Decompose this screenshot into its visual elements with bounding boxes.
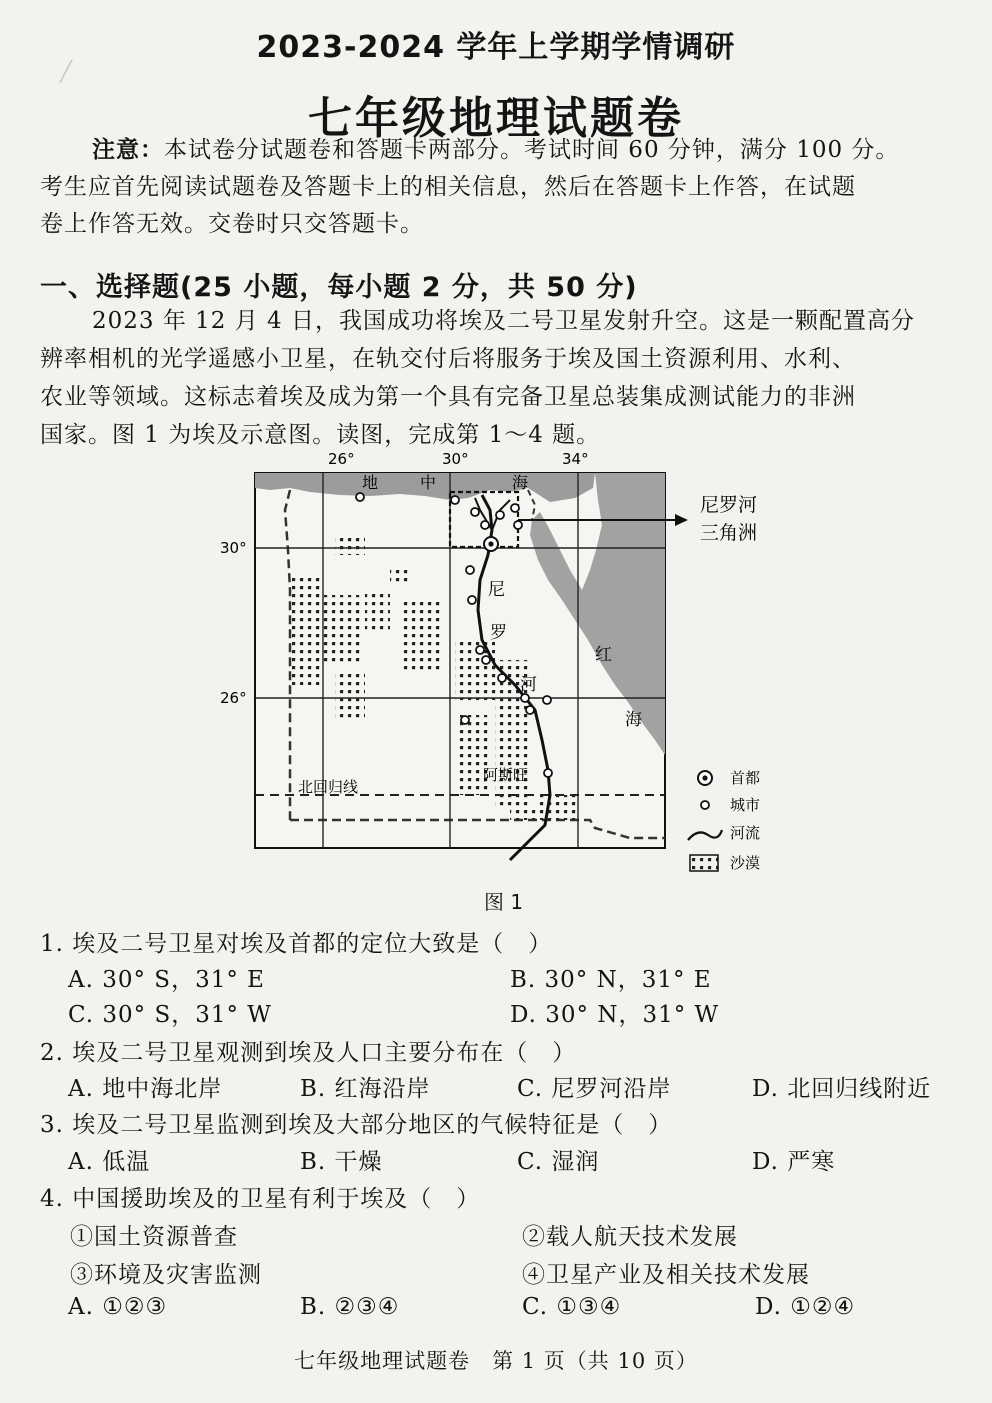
q3-option-a: A. 低温: [68, 1149, 151, 1175]
legend-desert: 沙漠: [730, 854, 761, 872]
q2-option-a: A. 地中海北岸: [68, 1076, 223, 1102]
med-sea-char2: 中: [420, 473, 437, 492]
notice-label: 注意：: [92, 137, 164, 163]
q4-option-c: C. ①③④: [522, 1294, 622, 1320]
med-sea-char1: 地: [362, 473, 379, 492]
capital-cairo-marker: [484, 537, 498, 551]
delta-arrowhead: [675, 514, 688, 526]
q1-option-d: D. 30° N，31° W: [510, 1002, 720, 1028]
lon-label-30: 30°: [442, 450, 469, 468]
section-heading: 一、选择题(25 小题，每小题 2 分，共 50 分): [40, 272, 638, 303]
q4-option-a: A. ①②③: [68, 1294, 168, 1320]
legend-city: 城市: [730, 796, 761, 814]
nile-char3: 河: [520, 675, 537, 695]
intro-line4: 国家。图 1 为埃及示意图。读图，完成第 1～4 题。: [40, 422, 601, 448]
lat-label-30: 30°: [220, 539, 247, 557]
exam-title-line2: 七年级地理试题卷: [308, 93, 684, 144]
exam-title-line1: 2023-2024 学年上学期学情调研: [256, 30, 736, 65]
notice-line3: 卷上作答无效。交卷时只交答题卡。: [40, 211, 424, 237]
tropic-label: 北回归线: [298, 778, 359, 796]
legend-river: 河流: [730, 824, 761, 842]
notice-block: [40, 132, 945, 243]
notice-line1: 注意：本试卷分试题卷和答题卡两部分。考试时间 60 分钟，满分 100 分。: [92, 137, 900, 163]
q4-option-d: D. ①②④: [755, 1294, 856, 1320]
question-2-stem: 2. 埃及二号卫星观测到埃及人口主要分布在（ ）: [40, 1040, 577, 1066]
q4-item-4: ④卫星产业及相关技术发展: [522, 1262, 810, 1288]
delta-label-line1: 尼罗河: [700, 494, 758, 516]
q4-item-3: ③环境及灾害监测: [70, 1262, 262, 1288]
q3-option-c: C. 湿润: [517, 1149, 600, 1175]
question-3-stem: 3. 埃及二号卫星监测到埃及大部分地区的气候特征是（ ）: [40, 1112, 673, 1138]
intro-paragraph: [40, 302, 950, 454]
intro-line3: 农业等领域。这标志着埃及成为第一个具有完备卫星总装集成测试能力的非洲: [40, 384, 856, 410]
intro-line2: 辨率相机的光学遥感小卫星，在轨交付后将服务于埃及国土资源利用、水利、: [40, 346, 856, 372]
lon-label-26: 26°: [328, 450, 355, 468]
notice-line2: 考生应首先阅读试题卷及答题卡上的相关信息，然后在答题卡上作答，在试题: [40, 174, 856, 200]
q2-option-d: D. 北回归线附近: [752, 1076, 932, 1102]
lat-label-26: 26°: [220, 689, 247, 707]
q4-option-b: B. ②③④: [300, 1294, 400, 1320]
legend-capital: 首都: [730, 769, 761, 787]
page-footer: 七年级地理试题卷 第 1 页（共 10 页）: [294, 1349, 698, 1373]
q4-item-1: ①国土资源普查: [70, 1224, 238, 1250]
red-sea-char2: 海: [625, 710, 642, 730]
aswan-label: 阿斯旺: [483, 766, 529, 784]
egypt-map: [210, 440, 810, 900]
q2-option-c: C. 尼罗河沿岸: [517, 1076, 672, 1102]
q1-option-a: A. 30° S，31° E: [68, 967, 265, 993]
q2-option-b: B. 红海沿岸: [300, 1076, 431, 1102]
show-through-text: ╱: [60, 59, 213, 83]
map-legend: [688, 769, 760, 872]
question-4-stem: 4. 中国援助埃及的卫星有利于埃及（ ）: [40, 1186, 481, 1212]
q3-option-b: B. 干燥: [300, 1149, 383, 1175]
q1-option-b: B. 30° N，31° E: [510, 967, 712, 993]
q4-item-2: ②载人航天技术发展: [522, 1224, 738, 1250]
delta-label-line2: 三角洲: [700, 522, 758, 544]
med-sea-char3: 海: [512, 473, 529, 492]
q3-option-d: D. 严寒: [752, 1149, 836, 1175]
lon-label-34: 34°: [562, 450, 589, 468]
figure-caption: 图 1: [484, 890, 524, 914]
question-1-stem: 1. 埃及二号卫星对埃及首都的定位大致是（ ）: [40, 931, 553, 957]
red-sea-char1: 红: [595, 645, 612, 665]
nile-char2: 罗: [490, 623, 507, 643]
intro-line1: 2023 年 12 月 4 日，我国成功将埃及二号卫星发射升空。这是一颗配置高分: [92, 308, 915, 334]
q1-option-c: C. 30° S，31° W: [68, 1002, 272, 1028]
nile-char1: 尼: [488, 580, 505, 600]
